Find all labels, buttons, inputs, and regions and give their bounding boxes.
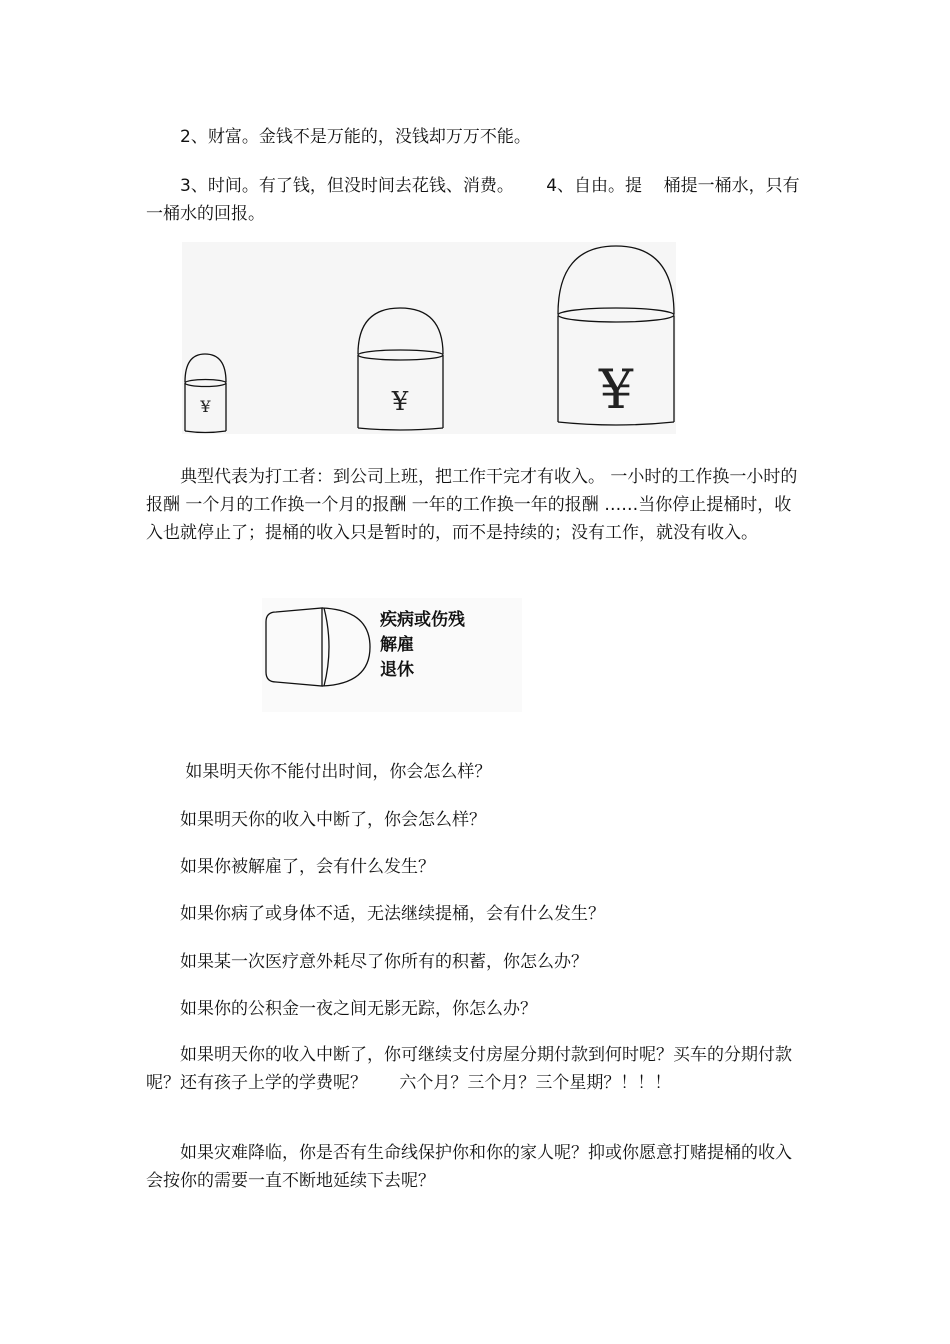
- paragraph-time-freedom: 3、时间。有了钱，但没时间去花钱、消费。 4、自由。提 桶提一桶水，只有一桶水的回报。: [146, 176, 800, 224]
- question-8: 如果灾难降临，你是否有生命线保护你和你的家人呢？抑或你愿意打赌提桶的收入会按你的需要一直不断地延续下去呢？: [146, 1143, 792, 1191]
- small-bucket-yen: ¥: [200, 397, 211, 416]
- question-5: 如果某一次医疗意外耗尽了你所有的积蓄，你怎么办？: [180, 952, 588, 972]
- risk-list: [380, 608, 465, 683]
- question-1: 如果明天你不能付出时间，你会怎么样？: [180, 762, 492, 782]
- capsule-bucket-icon: [262, 598, 378, 712]
- question-3: 如果你被解雇了，会有什么发生？: [180, 857, 435, 877]
- small-bucket: [185, 354, 226, 433]
- paragraph-wealth: 2、财富。金钱不是万能的，没钱却万万不能。: [180, 127, 531, 147]
- buckets-svg: [182, 242, 676, 434]
- question-7: 如果明天你的收入中断了，你可继续支付房屋分期付款到何时呢？买车的分期付款呢？还有孩子上学的学费呢？ 六个月？三个月？三个星期？！！！: [146, 1045, 792, 1093]
- risk-item-layoff: 解雇: [380, 635, 414, 655]
- large-bucket-yen: ¥: [598, 358, 634, 421]
- capsule-illustration: [262, 598, 522, 712]
- bucket-illustration: [182, 242, 676, 434]
- question-2: 如果明天你的收入中断了，你会怎么样？: [180, 810, 486, 830]
- question-6: 如果你的公积金一夜之间无影无踪，你怎么办？: [180, 999, 537, 1019]
- question-4: 如果你病了或身体不适，无法继续提桶，会有什么发生？: [180, 904, 605, 924]
- risk-item-retirement: 退休: [380, 660, 414, 680]
- medium-bucket-yen: ¥: [391, 387, 409, 417]
- risk-item-illness: 疾病或伤残: [380, 610, 465, 630]
- paragraph-representative: 典型代表为打工者：到公司上班，把工作干完才有收入。 一小时的工作换一小时的报酬 一个月的工作换一个月的报酬 一年的工作换一年的报酬 ……当你停止提桶时，收入也就停止了；提桶的收入只是暂时的，而不是持续的；没有工作，就没有收入。: [146, 467, 798, 543]
